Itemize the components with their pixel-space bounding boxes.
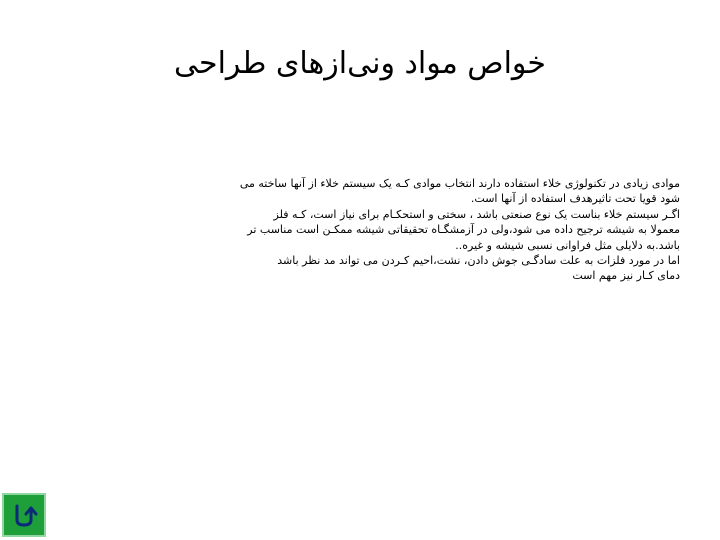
- body-line: موادی زیادی در تکنولوژی خلاء استفاده دارند انتخاب موادی کـه یک سیستم خلاء از آنها ساخته می: [239, 177, 680, 190]
- return-arrow-icon: [9, 500, 39, 530]
- body-line: دمای کـار نیز مهم است: [572, 269, 680, 283]
- slide-title: خواص مواد ونی‌ازهای طراحی: [174, 46, 546, 81]
- body-line: شود قویا تحت تاثیرهدف استفاده از آنها است.: [470, 192, 680, 206]
- body-line: معمولا به شیشه ترجیح داده می شود،ولی در آزمشگـاه تحقیقاتی شیشه ممکـن است مناسب تر: [247, 223, 680, 237]
- body-line: اگـر سیستم خلاء بناست یک نوع صنعتی باشد ، سختی و استحکـام برای نیاز است، کـه فلز: [273, 207, 680, 221]
- body-line: اما در مورد فلزات به علت سادگـی جوش دادن، نشت،احیم کـردن می تواند مد نظر باشد: [277, 254, 680, 268]
- slide-body: [40, 176, 680, 284]
- return-button[interactable]: [2, 493, 46, 537]
- body-line: باشد.به دلایلی مثل فراوانی نسبی شیشه و غیره..: [455, 238, 680, 252]
